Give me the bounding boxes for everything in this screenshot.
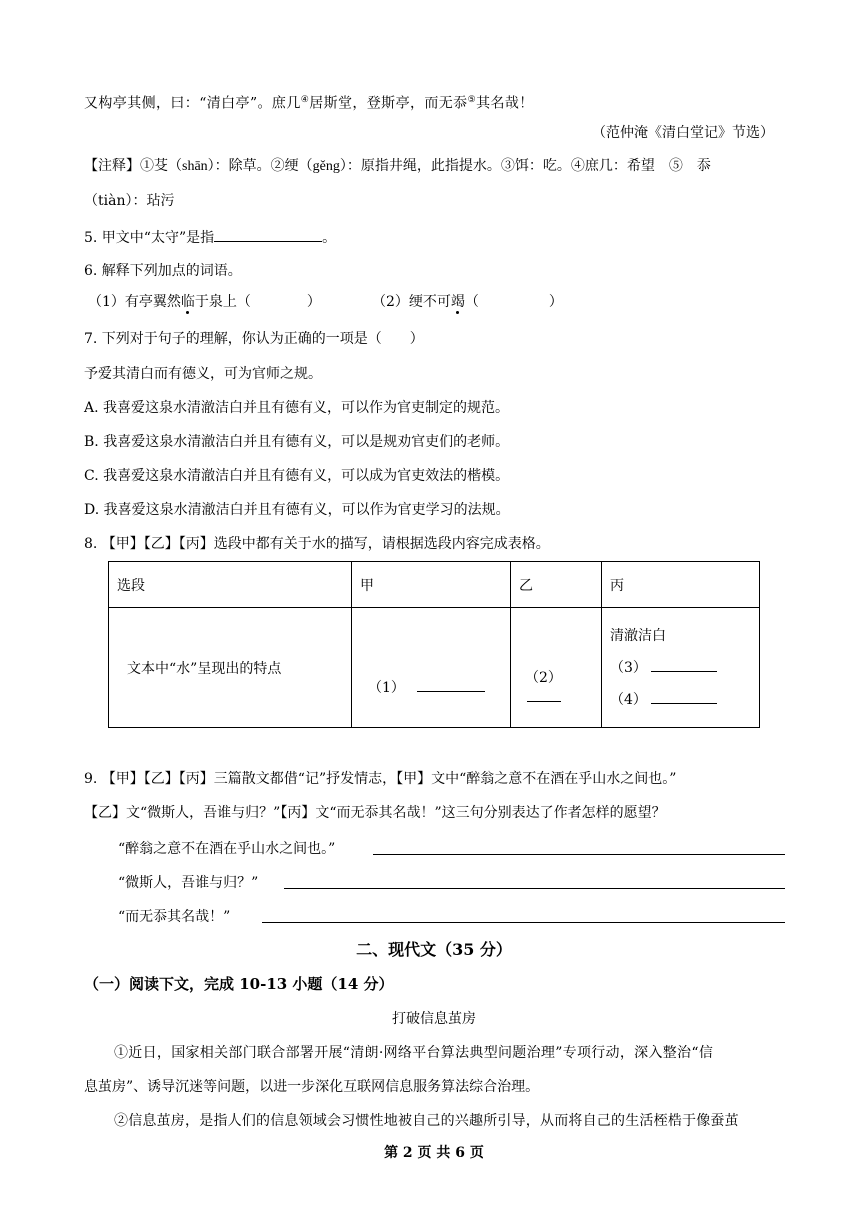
cell-number: （4） — [610, 691, 647, 708]
question-6-item-2 — [372, 292, 563, 312]
table-cell-bing[interactable] — [602, 608, 760, 728]
option-b[interactable]: B. 我喜爱这泉水清澈洁白并且有德有义，可以是规劝官吏们的老师。 — [84, 434, 510, 450]
article-title: 打破信息茧房 — [392, 1011, 476, 1027]
table-cell-jia[interactable] — [352, 608, 511, 728]
table-header: 选段 — [109, 562, 352, 608]
question-9-line-2: 【乙】文“微斯人，吾谁与归？”【丙】文“而无忝其名哉！”这三句分别表达了作者怎样的愿望？ — [84, 805, 666, 821]
passage-text: 又构亭其侧，曰：“清白亭”。庶几 — [84, 95, 301, 112]
passage-last-line — [84, 90, 534, 114]
annotation-line: 【注释】①芟（shān）：除草。②绠（gěng）：原指井绳，此指提水。③饵：吃。④庶几：希望 ⑤ 忝 — [84, 159, 711, 174]
footnote-marker: ⑤ — [467, 95, 477, 105]
question-text: （1）有亭翼然 — [88, 294, 181, 310]
cell-number: （1） — [368, 679, 405, 696]
dotted-word: 竭 — [450, 294, 465, 310]
answer-blank[interactable] — [417, 677, 485, 692]
article-paragraph: 息茧房”、诱导沉迷等问题，以进一步深化互联网信息服务算法综合治理。 — [84, 1079, 540, 1095]
dotted-word: 临 — [180, 294, 195, 310]
question-text: 5. 甲文中“太守”是指 — [84, 230, 215, 246]
answer-line[interactable] — [284, 888, 785, 889]
table-header: 丙 — [602, 562, 760, 608]
footnote-marker: ④ — [300, 95, 310, 105]
cell-number: （2） — [525, 670, 562, 686]
question-7-stem: 7. 下列对于句子的理解，你认为正确的一项是（ ） — [84, 331, 424, 347]
annotation-line: （tiàn）：玷污 — [84, 193, 175, 209]
answer-blank[interactable] — [651, 657, 717, 672]
table-header: 甲 — [352, 562, 511, 608]
subsection-title: （一）阅读下文，完成 10-13 小题（14 分） — [84, 975, 394, 993]
question-text: （2）绠不可 — [372, 294, 451, 310]
answer-blank[interactable] — [214, 227, 322, 242]
answer-prompt: “微斯人，吾谁与归？” — [118, 875, 259, 891]
cell-number: （3） — [610, 659, 647, 676]
answer-blank[interactable] — [527, 687, 561, 702]
cell-text: 清澈洁白 — [610, 627, 666, 644]
question-6-stem: 6. 解释下列加点的词语。 — [84, 263, 242, 279]
question-text: 于泉上（ ） — [194, 294, 321, 310]
section-title: 二、现代文（35 分） — [356, 940, 512, 959]
table-row-label: 文本中“水”呈现出的特点 — [109, 608, 352, 728]
option-a[interactable]: A. 我喜爱这泉水清澈洁白并且有德有义，可以作为官吏制定的规范。 — [84, 400, 510, 416]
question-7-sentence: 予爱其清白而有德义，可为官师之规。 — [84, 366, 322, 382]
question-5 — [84, 227, 336, 248]
question-6-item-1 — [88, 292, 321, 312]
passage-source: （范仲淹《清白堂记》节选） — [592, 125, 774, 141]
article-paragraph: ①近日，国家相关部门联合部署开展“清朗·网络平台算法典型问题治理”专项行动，深入整治“信 — [114, 1045, 714, 1061]
question-text: 。 — [322, 230, 337, 246]
question-8-stem: 8. 【甲】【乙】【丙】选段中都有关于水的描写，请根据选段内容完成表格。 — [84, 536, 550, 552]
table-header: 乙 — [511, 562, 602, 608]
answer-line[interactable] — [373, 854, 785, 855]
option-d[interactable]: D. 我喜爱这泉水清澈洁白并且有德有义，可以作为官吏学习的法规。 — [84, 502, 510, 518]
article-paragraph: ②信息茧房，是指人们的信息领域会习惯性地被自己的兴趣所引导，从而将自己的生活桎梏于像蚕茧 — [114, 1113, 739, 1129]
table-cell-yi[interactable] — [511, 608, 602, 728]
answer-prompt: “醉翁之意不在酒在乎山水之间也。” — [118, 841, 336, 857]
question-text: （ ） — [464, 294, 563, 310]
option-c[interactable]: C. 我喜爱这泉水清澈洁白并且有德有义，可以成为官吏效法的楷模。 — [84, 468, 510, 484]
answer-blank[interactable] — [651, 689, 717, 704]
answer-table — [108, 561, 760, 728]
passage-text: 居斯堂，登斯亭，而无忝 — [309, 95, 468, 112]
answer-prompt: “而无忝其名哉！” — [118, 909, 231, 925]
answer-line[interactable] — [262, 922, 785, 923]
page-footer: 第 2 页 共 6 页 — [384, 1145, 484, 1161]
passage-text: 其名哉！ — [476, 95, 534, 112]
question-9-line-1: 9. 【甲】【乙】【丙】三篇散文都借“记”抒发情志，【甲】文中“醉翁之意不在酒在乎山水之间也。” — [84, 771, 677, 787]
